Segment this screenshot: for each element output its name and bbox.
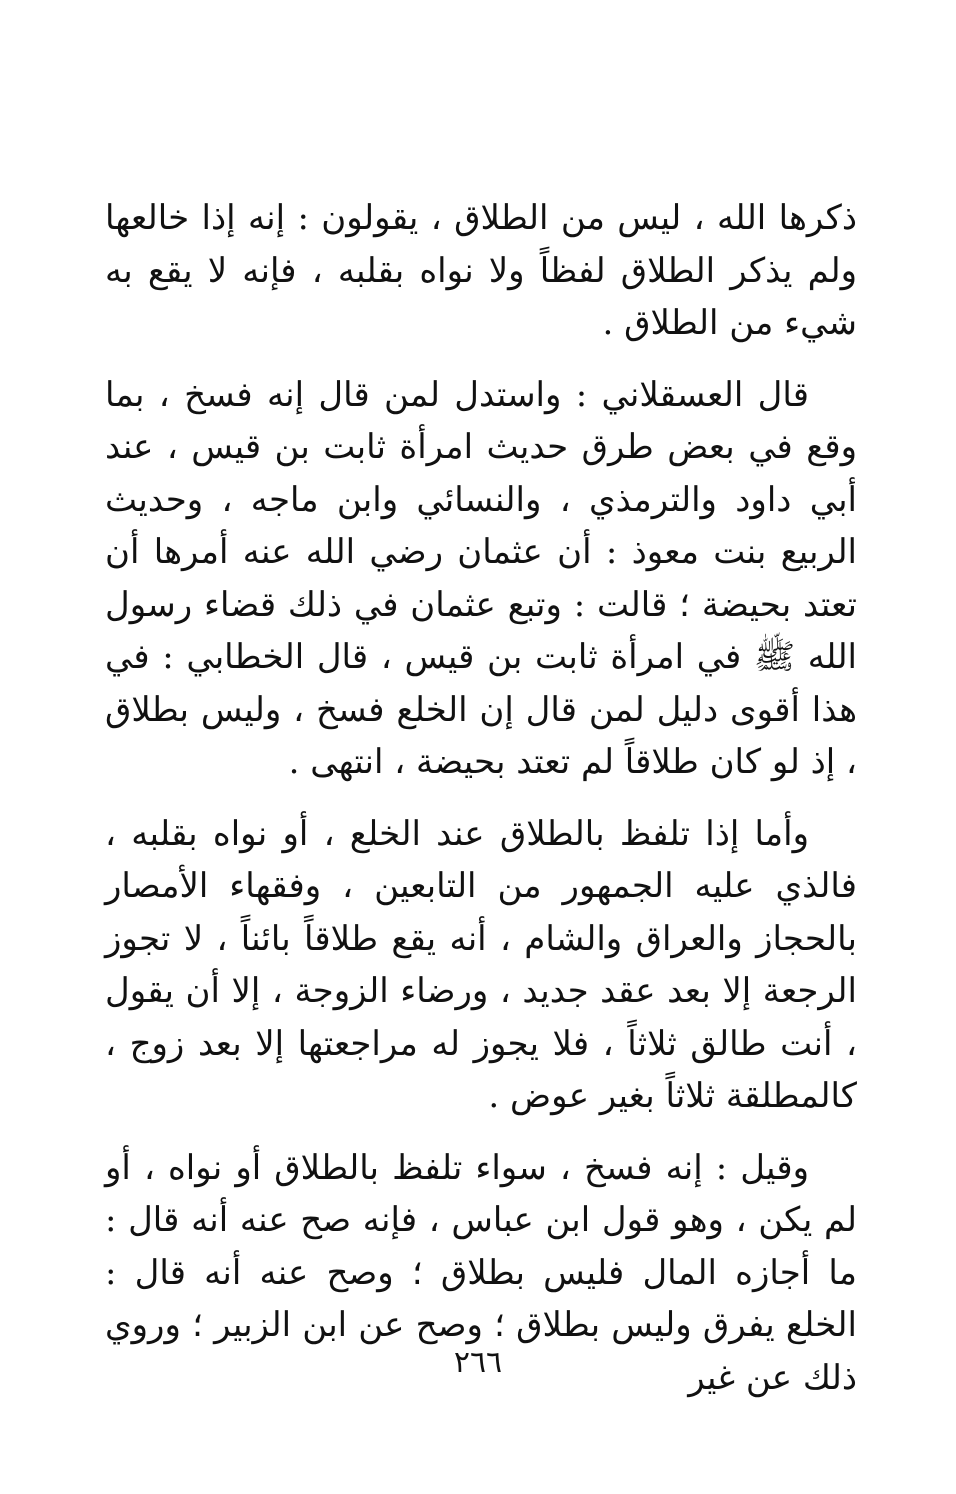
paragraph-2: قال العسقلاني : واستدل لمن قال إنه فسخ ، بما وقع في بعض طرق حديث امرأة ثابت بن قيس ، عند أبي داود والترمذي ، والنسائي وابن ماجه ، وحديث الربيع بنت معوذ : أن عثمان رضي الله عنه أمرها أن تعتد بحيضة ؛ قالت : وتبع عثمان في ذلك قضاء رسول الله ﷺ في امرأة ثابت بن قيس ، قال الخطابي : في هذا أقوى دليل لمن قال إن الخلع فسخ ، وليس بطلاق ، إذ لو كان طلاقاً لم تعتد بحيضة ، انتهى . [105,374,857,782]
body-text [105,192,857,1423]
page-number: ٢٦٦ [453,1345,503,1380]
paragraph-4: وقيل : إنه فسخ ، سواء تلفظ بالطلاق أو نواه ، أو لم يكن ، وهو قول ابن عباس ، فإنه صح عنه أنه قال : ما أجازه المال فليس بطلاق ؛ وصح عنه أنه قال : الخلع يفرق وليس بطلاق ؛ وصح عن ابن الزبير ؛ وروي ذلك عن غير [105,1147,857,1398]
paragraph-3: وأما إذا تلفظ بالطلاق عند الخلع ، أو نواه بقلبه ، فالذي عليه الجمهور من التابعين ، وفقهاء الأمصار بالحجاز والعراق والشام ، أنه يقع طلاقاً بائناً ، لا تجوز الرجعة إلا بعد عقد جديد ، ورضاء الزوجة ، إلا أن يقول ، أنت طالق ثلاثاً ، فلا يجوز له مراجعتها إلا بعد زوج ، كالمطلقة ثلاثاً بغير عوض . [105,813,857,1116]
paragraph-1: ذكرها الله ، ليس من الطلاق ، يقولون : إنه إذا خالعها ولم يذكر الطلاق لفظاً ولا نواه بقلبه ، فإنه لا يقع به شيء من الطلاق . [105,198,857,343]
